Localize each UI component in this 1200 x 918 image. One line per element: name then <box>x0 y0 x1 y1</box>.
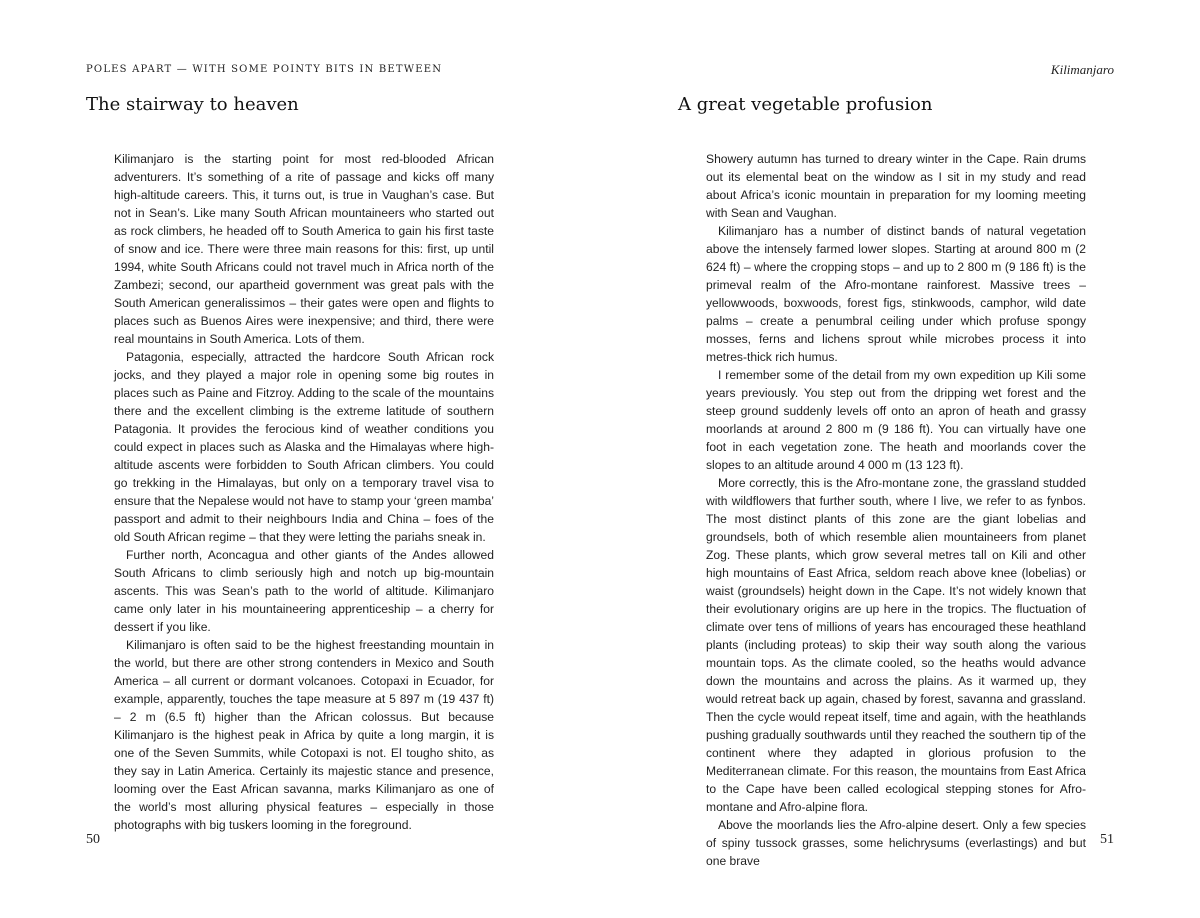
paragraph: Further north, Aconcagua and other giants of the Andes allowed South Africans to climb seriously high and notch up big-mountain ascents. This was Sean’s path to the world of altitude. Kilimanjaro came only later in his mountaineering apprenticeship – a cherry for dessert if you like. <box>114 548 494 634</box>
paragraph: Patagonia, especially, attracted the hardcore South African rock jocks, and they played a major role in opening some big routes in places such as Paine and Fitzroy. Adding to the scale of the mountains there and the excellent climbing is the extreme latitude of southern Patagonia. It provides the ferocious kind of weather conditions you could expect in places such as Alaska and the Himalayas where high-altitude ascents were forbidden to South African climbers. You could go trekking in the Himalayas, but only on a temporary travel visa to ensure that the Nepalese would not have to stamp your ‘green mamba’ passport and admit to their neighbours India and China – foes of the old South African regime – that they were letting the pariahs sneak in. <box>114 350 494 544</box>
section-title: The stairway to heaven <box>86 94 299 115</box>
body-text <box>114 150 494 834</box>
body-text <box>706 150 1086 870</box>
paragraph: Kilimanjaro is often said to be the highest freestanding mountain in the world, but there are other strong contenders in Mexico and South America – all current or dormant volcanoes. Cotopaxi in Ecuador, for example, apparently, touches the tape measure at 5 897 m (19 437 ft) – 2 m (6.5 ft) higher than the African colossus. But because Kilimanjaro is the highest peak in Africa by quite a long margin, it is one of the Seven Summits, while Cotopaxi is not. El tougho shito, as they say in Latin America. Certainly its majestic stance and presence, looming over the East African savanna, marks Kilimanjaro as one of the world’s most alluring physical features – especially in those photographs with big tuskers looming in the foreground. <box>114 638 494 832</box>
paragraph: Kilimanjaro is the starting point for most red-blooded African adventurers. It’s something of a rite of passage and kicks off many high-altitude careers. This, it turns out, is true in Vaughan’s case. But not in Sean’s. Like many South African mountaineers who started out as rock climbers, he headed off to South America to gain his first taste of snow and ice. There were three main reasons for this: first, up until 1994, white South Africans could not travel much in Africa north of the Zambezi; second, our apartheid government was great pals with the South American generalissimos – their gates were open and flights to places such as Buenos Aires were inexpensive; and third, there were real mountains in South America. Lots of them. <box>114 152 494 346</box>
paragraph: Above the moorlands lies the Afro-alpine desert. Only a few species of spiny tussock grasses, some helichrysums (everlastings) and but one brave <box>706 818 1086 868</box>
paragraph: Kilimanjaro has a number of distinct bands of natural vegetation above the intensely farmed lower slopes. Starting at around 800 m (2 624 ft) – where the cropping stops – and up to 2 800 m (9 186 ft) is the primeval realm of the Afro-montane rainforest. Massive trees – yellowwoods, boxwoods, forest figs, stinkwoods, camphor, wild date palms – create a penumbral ceiling under which profuse spongy mosses, ferns and lichens sprout while microbes process it into metres-thick rich humus. <box>706 224 1086 364</box>
running-head: POLES APART — WITH SOME POINTY BITS IN BETWEEN <box>86 64 443 75</box>
paragraph: Showery autumn has turned to dreary winter in the Cape. Rain drums out its elemental beat on the window as I sit in my study and read about Africa’s iconic mountain in preparation for my looming meeting with Sean and Vaughan. <box>706 152 1086 220</box>
right-page <box>600 0 1200 918</box>
paragraph: More correctly, this is the Afro-montane zone, the grassland studded with wildflowers that further south, where I live, we refer to as fynbos. The most distinct plants of this zone are the giant lobelias and groundsels, both of which resemble alien mountaineers from planet Zog. These plants, which grow several metres tall on Kili and other high mountains of East Africa, seldom reach above knee (lobelias) or waist (groundsels) height down in the Cape. It’s not widely known that their evolutionary origins are up here in the tropics. The fluctuation of climate over tens of millions of years has encouraged these heathland plants (including proteas) to skip their way south along the various mountain tops. As the climate cooled, so the heaths would advance down the mountains and across the plains. As it warmed up, they would retreat back up again, chased by forest, savanna and grassland. Then the cycle would repeat itself, time and again, with the heathlands pushing gradually southwards until they reached the southern tip of the continent where they adapted in glorious profusion to the Mediterranean climate. For this reason, the mountains from East Africa to the Cape have been called ecological stepping stones for Afro-montane and Afro-alpine flora. <box>706 476 1086 814</box>
paragraph: I remember some of the detail from my own expedition up Kili some years previously. You step out from the dripping wet forest and the steep ground suddenly levels off onto an apron of heath and grassy moorlands at around 2 800 m (9 186 ft). You can virtually have one foot in each vegetation zone. The heath and moorlands cover the slopes to an altitude around 4 000 m (13 123 ft). <box>706 368 1086 472</box>
section-title: A great vegetable profusion <box>678 94 933 115</box>
page-number: 50 <box>86 832 100 847</box>
page-number: 51 <box>1100 832 1114 847</box>
running-head: Kilimanjaro <box>1050 62 1114 77</box>
